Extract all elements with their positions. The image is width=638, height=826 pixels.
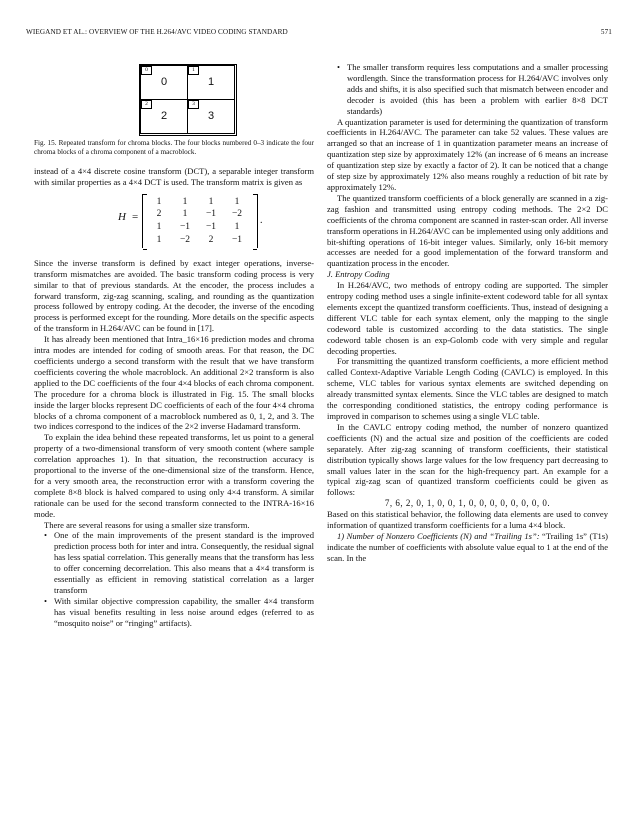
- matrix-label: H: [118, 210, 126, 223]
- left-column: [34, 58, 314, 629]
- matrix-period: .: [260, 214, 263, 226]
- chroma-block-grid: [139, 64, 237, 136]
- matrix-entry: 1: [156, 196, 162, 207]
- dc-coefficient-box: 3: [188, 100, 199, 109]
- paragraph: It has already been mentioned that Intra_16×16 prediction modes and chroma intra modes are intended for coding of smooth areas. For that reason, the DC coefficients undergo a second transform with the result that we have transform coefficients covering the whole macroblock. An additional 2×2 transform is also applied to the DC coefficients of the four 4×4 blocks of each chroma component. The procedure for a chroma block is illustrated in Fig. 15. The small blocks inside the larger blocks represent DC coefficients of each of the four 4×4 chroma blocks of a chroma component of a macroblock numbered as 0, 1, 2, and 3. The two indices correspond to the indices of the 2×2 inverse Hadamard transform.: [34, 334, 314, 432]
- header-title: WIEGAND ET AL.: OVERVIEW OF THE H.264/AVC VIDEO CODING STANDARD: [26, 28, 288, 36]
- matrix-entry: 1: [208, 196, 214, 207]
- chroma-block-2: [140, 99, 188, 134]
- paragraph: In the CAVLC entropy coding method, the number of nonzero quantized coefficients (N) and the actual size and position of the coefficients are coded separately. After zig-zag scanning of transform coefficients, their statistical distribution typically shows large values for the low frequency part decreasing to small values later in the scan for the high-frequency part. An example for a typical zig-zag scan of quantized transform coefficients could be given as follows:: [327, 421, 608, 498]
- matrix-entry: 2: [156, 209, 162, 220]
- matrix-entry: −1: [179, 222, 191, 232]
- block-label: 3: [207, 110, 215, 122]
- matrix-entry: 1: [234, 222, 240, 232]
- block-label: 0: [160, 76, 168, 88]
- running-header: [26, 28, 612, 42]
- matrix-entry: 1: [156, 222, 162, 232]
- page-number: 571: [600, 28, 612, 36]
- figure-15: [34, 64, 314, 139]
- matrix-entry: −1: [231, 234, 243, 245]
- chroma-block-0: [140, 65, 188, 100]
- matrix-entries: [146, 196, 250, 246]
- coefficient-sequence: 7, 6, 2, 0, 1, 0, 0, 1, 0, 0, 0, 0, 0, 0, 0, 0.: [384, 498, 551, 509]
- chroma-block-3: [187, 99, 235, 134]
- reasons-list: [34, 530, 314, 628]
- dc-coefficient-box: 1: [188, 66, 199, 75]
- matrix-entry: 1: [234, 196, 240, 207]
- paragraph: There are several reasons for using a smaller size transform.: [44, 519, 250, 530]
- matrix-entry: 1: [182, 209, 188, 220]
- right-column: [327, 62, 608, 564]
- block-label: 1: [207, 76, 215, 88]
- section-heading: J. Entropy Coding: [327, 269, 390, 280]
- matrix-entry: −1: [205, 209, 217, 220]
- paragraph: A quantization parameter is used for determining the quantization of transform coefficients in H.264/AVC. The parameter can take 52 values. These values are arranged so that an increase of 1 in quantization parameter means an increase of quantization step size by approximately 12% (an increase of 6 means an increase of quantization step size by exactly a factor of 2). It can be noticed that a change of step size by approximately 12% also means roughly a reduction of bit rate by approximately 12%.: [327, 116, 608, 192]
- paragraph: In H.264/AVC, two methods of entropy coding are supported. The simpler entropy coding method uses a single infinite-extent codeword table for all syntax elements except the quantized transform coefficients. Thus, instead of designing a different VLC table for each syntax element, only the mapping to the single codeword table is customized according to the data statistics. The single codeword table chosen is an exp-Golomb code with very simple and regular decoding properties.: [327, 280, 608, 356]
- matrix-entry: 2: [208, 234, 214, 245]
- list-item: • One of the main improvements of the present standard is the improved prediction process both for inter and intra. Consequently, the residual signal has less spatial correlation. This generally means that the transform has less to offer concerning decorrelation. This also means that a 4×4 transform is essentially as efficient in removing statistical correlation as a larger transform: [44, 530, 314, 595]
- subsection-heading: 1) Number of Nonzero Coefficients (N) and “Trailing 1s”:: [337, 530, 540, 541]
- list-item: • With similar objective compression capability, the smaller 4×4 transform has visual benefits resulting in less noise around edges (referred to as “mosquito noise” or “ringing” artifacts).: [44, 596, 314, 629]
- matrix-entry: 1: [156, 234, 162, 245]
- transform-matrix: [34, 194, 314, 250]
- paragraph: [327, 531, 608, 564]
- paragraph: Since the inverse transform is defined by exact integer operations, inverse-transform mismatches are avoided. The basic transform coding process is very similar to that of previous standards. At the encoder, the process includes a forward transform, zig-zag scanning, scaling, and rounding as the quantization process followed by entropy coding. At the decoder, the inverse of the encoding process is performed except for the rounding. More details on the specific aspects of the transform in H.264/AVC can be found in [17].: [34, 257, 314, 334]
- paragraph: To explain the idea behind these repeated transforms, let us point to a general property of a two-dimensional transform of very smooth content (where sample correlation approaches 1). In that situation, the reconstruction accuracy is proportional to the inverse of the one-dimensional size of the transform. Hence, for a very smooth area, the reconstruction error with a transform covering the complete 8×8 block is halved compared to using only 4×4 transform. A similar rationale can be used for the second transform connected to the INTRA-16×16 mode.: [34, 432, 314, 519]
- matrix-entry: 1: [182, 196, 188, 207]
- block-label: 2: [160, 110, 168, 122]
- paragraph: instead of a 4×4 discrete cosine transform (DCT), a separable integer transform with similar properties as a 4×4 DCT is used. The transform matrix is given as: [34, 166, 314, 187]
- matrix-entry: −2: [231, 209, 243, 220]
- paragraph: Based on this statistical behavior, the following data elements are used to convey information of quantized transform coefficients for a luma 4×4 block.: [327, 509, 608, 531]
- paragraph-text: “Trailing 1s” (T1s) indicate the number of coefficients with absolute value equal to 1 at the end of the scan. In the: [327, 530, 608, 563]
- figure-caption: Fig. 15. Repeated transform for chroma blocks. The four blocks numbered 0–3 indicate the four chroma blocks of a chroma component of a macroblock.: [34, 139, 314, 156]
- matrix-entry: −1: [205, 222, 217, 232]
- list-item: • The smaller transform requires less computations and a smaller processing wordlength. Since the transformation process for H.264/AVC involves only adds and shifts, it is also specified such that mismatch between encoder and decoder is avoided (this has been a problem with earlier 8×8 DCT standards): [337, 62, 608, 117]
- chroma-block-1: [187, 65, 235, 100]
- matrix-entry: −2: [179, 234, 191, 245]
- dc-coefficient-box: 0: [141, 66, 152, 75]
- paragraph: The quantized transform coefficients of a block generally are scanned in a zig-zag fashion and transmitted using entropy coding methods. The 2×2 DC coefficients of the chroma component are scanned in raster-scan order. All inverse transform operations in H.264/AVC can be implemented using only additions and bit-shifting operations of 16-bit integer values. Similarly, only 16-bit memory accesses are needed for a good implementation of the forward transform and quantization process in the encoder.: [327, 192, 608, 269]
- paragraph: For transmitting the quantized transform coefficients, a more efficient method called Context-Adaptive Variable Length Coding (CAVLC) is employed. In this scheme, VLC tables for various syntax elements are switched depending on already transmitted syntax elements. Since the VLC tables are designed to match the corresponding conditioned statistics, the entropy coding performance is improved in comparison to schemes using a single VLC table.: [327, 356, 608, 421]
- reasons-list-continued: [327, 62, 608, 117]
- matrix-equals: =: [132, 210, 139, 223]
- dc-coefficient-box: 2: [141, 100, 152, 109]
